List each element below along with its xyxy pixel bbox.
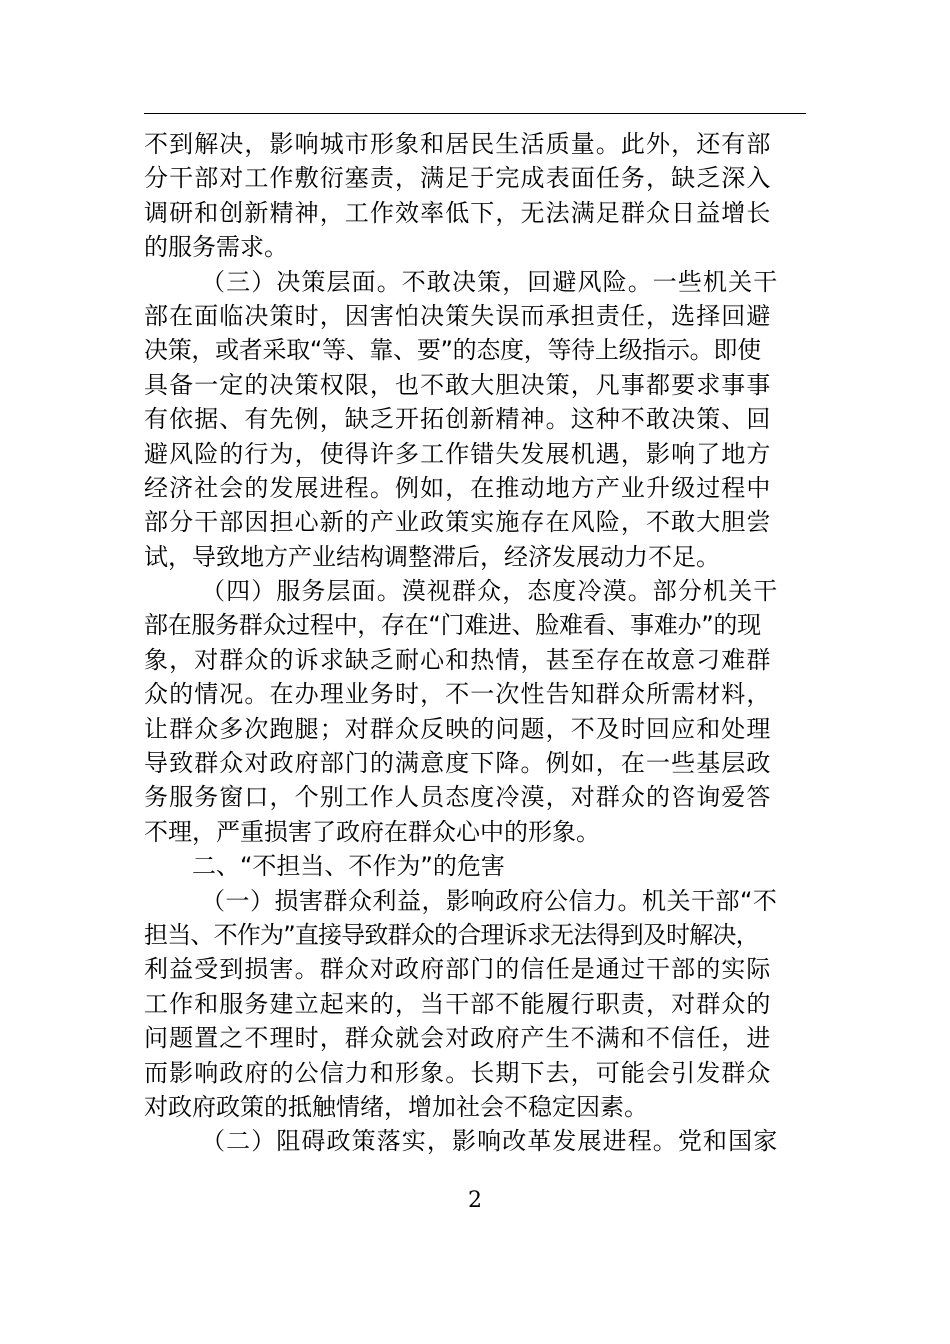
text-line: 决策，或者采取“等、靠、要”的态度，等待上级指示。即使: [144, 336, 761, 365]
text-line: 众的情况。在办理业务时，不一次性告知群众所需材料，: [144, 680, 772, 709]
text-line: 的服务需求。: [144, 233, 288, 262]
text-line: 经济社会的发展进程。例如，在推动地方产业升级过程中: [144, 473, 772, 502]
text-line: 让群众多次跑腿；对群众反映的问题，不及时回应和处理: [144, 714, 772, 743]
text-line: 利益受到损害。群众对政府部门的信任是通过干部的实际: [144, 955, 772, 984]
text-line: 担当、不作为”直接导致群众的合理诉求无法得到及时解决，: [144, 920, 759, 949]
paragraph-start-line: （二）阻碍政策落实，影响改革发展进程。党和国家: [201, 1127, 779, 1156]
text-line: 导致群众对政府部门的满意度下降。例如，在一些基层政: [144, 749, 772, 778]
text-line: 工作和服务建立起来的，当干部不能履行职责，对群众的: [144, 989, 772, 1018]
paragraph-start-line: （一）损害群众利益，影响政府公信力。机关干部“不: [201, 886, 778, 915]
text-line: 象，对群众的诉求缺乏耐心和热情，甚至存在故意刁难群: [144, 645, 772, 674]
text-line: 务服务窗口，个别工作人员态度冷漠，对群众的咨询爱答: [144, 783, 772, 812]
text-line: 对政府政策的抵触情绪，增加社会不稳定因素。: [144, 1092, 648, 1121]
text-line: 有依据、有先例，缺乏开拓创新精神。这种不敢决策、回: [144, 405, 772, 434]
section-heading: 二、“不担当、不作为”的危害: [192, 852, 505, 881]
text-line: 具备一定的决策权限，也不敢大胆决策，凡事都要求事事: [144, 370, 772, 399]
text-line: 部分干部因担心新的产业政策实施存在风险，不敢大胆尝: [144, 508, 772, 537]
header-rule: [144, 113, 806, 114]
text-line: 问题置之不理时，群众就会对政府产生不满和不信任，进: [144, 1024, 772, 1053]
text-line: 不到解决，影响城市形象和居民生活质量。此外，还有部: [144, 130, 772, 158]
text-line: 部在服务群众过程中，存在“门难进、脸难看、事难办”的现: [144, 611, 761, 640]
text-line: 不理，严重损害了政府在群众心中的形象。: [144, 817, 600, 846]
text-line: 调研和创新精神，工作效率低下，无法满足群众日益增长: [144, 198, 772, 227]
paragraph-start-line: （三）决策层面。不敢决策，回避风险。一些机关干: [201, 267, 779, 296]
page-number: 2: [468, 1188, 482, 1213]
text-line: 避风险的行为，使得许多工作错失发展机遇，影响了地方: [144, 439, 772, 468]
text-line: 试，导致地方产业结构调整滞后，经济发展动力不足。: [144, 542, 720, 571]
text-line: 而影响政府的公信力和形象。长期下去，可能会引发群众: [144, 1058, 772, 1087]
text-line: 部在面临决策时，因害怕决策失误而承担责任，选择回避: [144, 301, 772, 330]
text-line: 分干部对工作敷衍塞责，满足于完成表面任务，缺乏深入: [144, 164, 772, 193]
paragraph-start-line: （四）服务层面。漠视群众，态度冷漠。部分机关干: [201, 577, 779, 606]
document-body: [144, 127, 844, 1159]
